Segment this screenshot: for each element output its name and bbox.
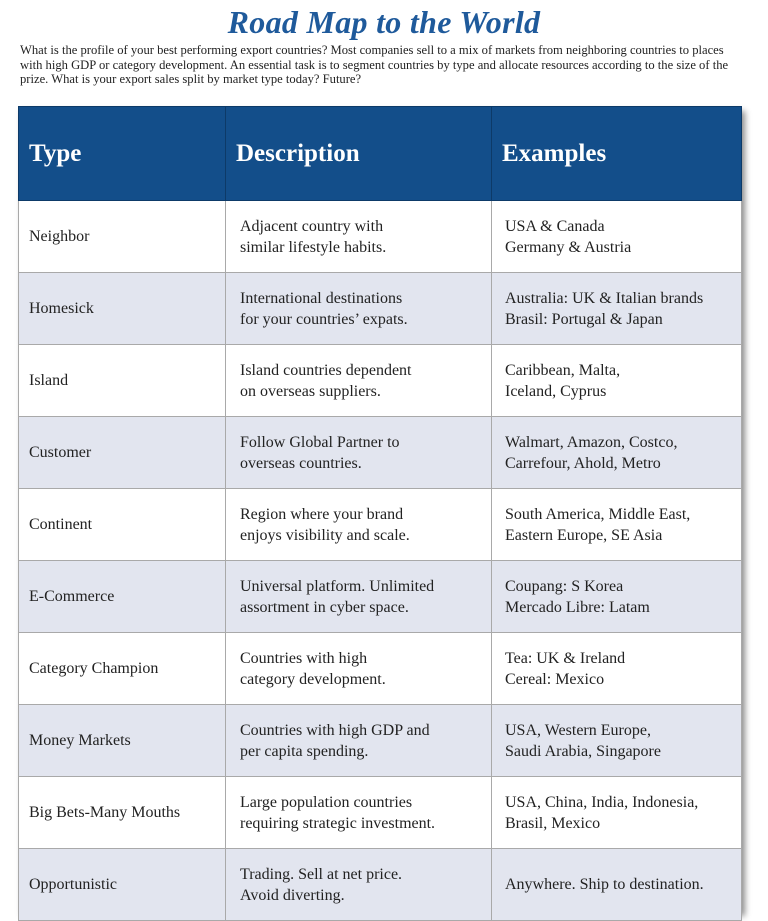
description-line: per capita spending. [240,742,369,760]
description-line: Adjacent country with [240,217,384,235]
cell-examples [492,561,742,633]
cell-examples [492,489,742,561]
cell-examples [492,201,742,273]
description-line: similar lifestyle habits. [240,238,387,256]
cell-description [226,417,492,489]
cell-type: Neighbor [19,201,226,273]
examples-line: USA & Canada [505,217,605,235]
examples-line: Brasil, Mexico [505,814,601,832]
header-examples: Examples [492,107,742,201]
examples-line: Walmart, Amazon, Costco, [505,433,678,451]
description-line: Avoid diverting. [240,886,345,904]
header-type: Type [19,107,226,201]
table-row [19,633,742,705]
table-row [19,705,742,777]
table-row [19,273,742,345]
cell-type: Continent [19,489,226,561]
description-line: requiring strategic investment. [240,814,436,832]
cell-description [226,777,492,849]
examples-line: Saudi Arabia, Singapore [505,742,661,760]
examples-line: Cereal: Mexico [505,670,605,688]
cell-description [226,561,492,633]
cell-type: Customer [19,417,226,489]
description-line: assortment in cyber space. [240,598,409,616]
cell-type: Homesick [19,273,226,345]
examples-line: Eastern Europe, SE Asia [505,526,663,544]
cell-examples [492,705,742,777]
cell-description [226,849,492,921]
examples-line: Brasil: Portugal & Japan [505,310,663,328]
examples-line: Caribbean, Malta, [505,361,621,379]
cell-type: Money Markets [19,705,226,777]
page-title: Road Map to the World [227,4,541,40]
cell-type: Big Bets-Many Mouths [19,777,226,849]
description-line: Universal platform. Unlimited [240,577,435,595]
table-row [19,489,742,561]
examples-line: South America, Middle East, [505,505,691,523]
description-line: enjoys visibility and scale. [240,526,410,544]
intro-paragraph: What is the profile of your best performing export countries? Most companies sell to a mix of markets from neighboring countries to places with high GDP or category development. An essential task is to segment countries by type and allocate resources according to the size of the prize. What is your export sales split by market type today? Future? [20,43,729,87]
description-line: Countries with high GDP and [240,721,430,739]
cell-description [226,633,492,705]
cell-type: Island [19,345,226,417]
examples-line: Anywhere. Ship to destination. [505,876,704,893]
table-body [19,201,742,921]
description-line: Countries with high [240,649,368,667]
table-row [19,561,742,633]
cell-examples [492,849,742,921]
table-row [19,849,742,921]
description-line: International destinations [240,289,403,307]
description-line: overseas countries. [240,454,362,472]
cell-examples [492,345,742,417]
examples-line: Carrefour, Ahold, Metro [505,454,661,472]
examples-line: USA, Western Europe, [505,721,651,739]
examples-line: Mercado Libre: Latam [505,598,650,616]
examples-line: Iceland, Cyprus [505,382,607,400]
cell-description [226,489,492,561]
examples-line: Australia: UK & Italian brands [505,289,704,307]
examples-line: Coupang: S Korea [505,577,624,595]
description-line: on overseas suppliers. [240,382,381,400]
description-line: Island countries dependent [240,361,412,379]
cell-type: E-Commerce [19,561,226,633]
cell-description [226,345,492,417]
examples-line: Tea: UK & Ireland [505,649,626,667]
table-row [19,201,742,273]
cell-type: Category Champion [19,633,226,705]
market-type-table [18,106,742,921]
header-description: Description [226,107,492,201]
description-line: for your countries’ expats. [240,310,408,328]
cell-examples [492,417,742,489]
cell-description [226,273,492,345]
description-line: Region where your brand [240,505,404,523]
examples-line: USA, China, India, Indonesia, [505,793,699,811]
cell-type: Opportunistic [19,849,226,921]
market-type-table-container [18,106,741,911]
examples-line: Germany & Austria [505,238,632,256]
table-header-row [19,107,742,201]
table-row [19,345,742,417]
table-row [19,777,742,849]
cell-description [226,201,492,273]
description-line: Follow Global Partner to [240,433,400,451]
cell-description [226,705,492,777]
cell-examples [492,633,742,705]
cell-examples [492,777,742,849]
description-line: Trading. Sell at net price. [240,865,403,883]
cell-examples [492,273,742,345]
description-line: Large population countries [240,793,413,811]
description-line: category development. [240,670,386,688]
table-row [19,417,742,489]
